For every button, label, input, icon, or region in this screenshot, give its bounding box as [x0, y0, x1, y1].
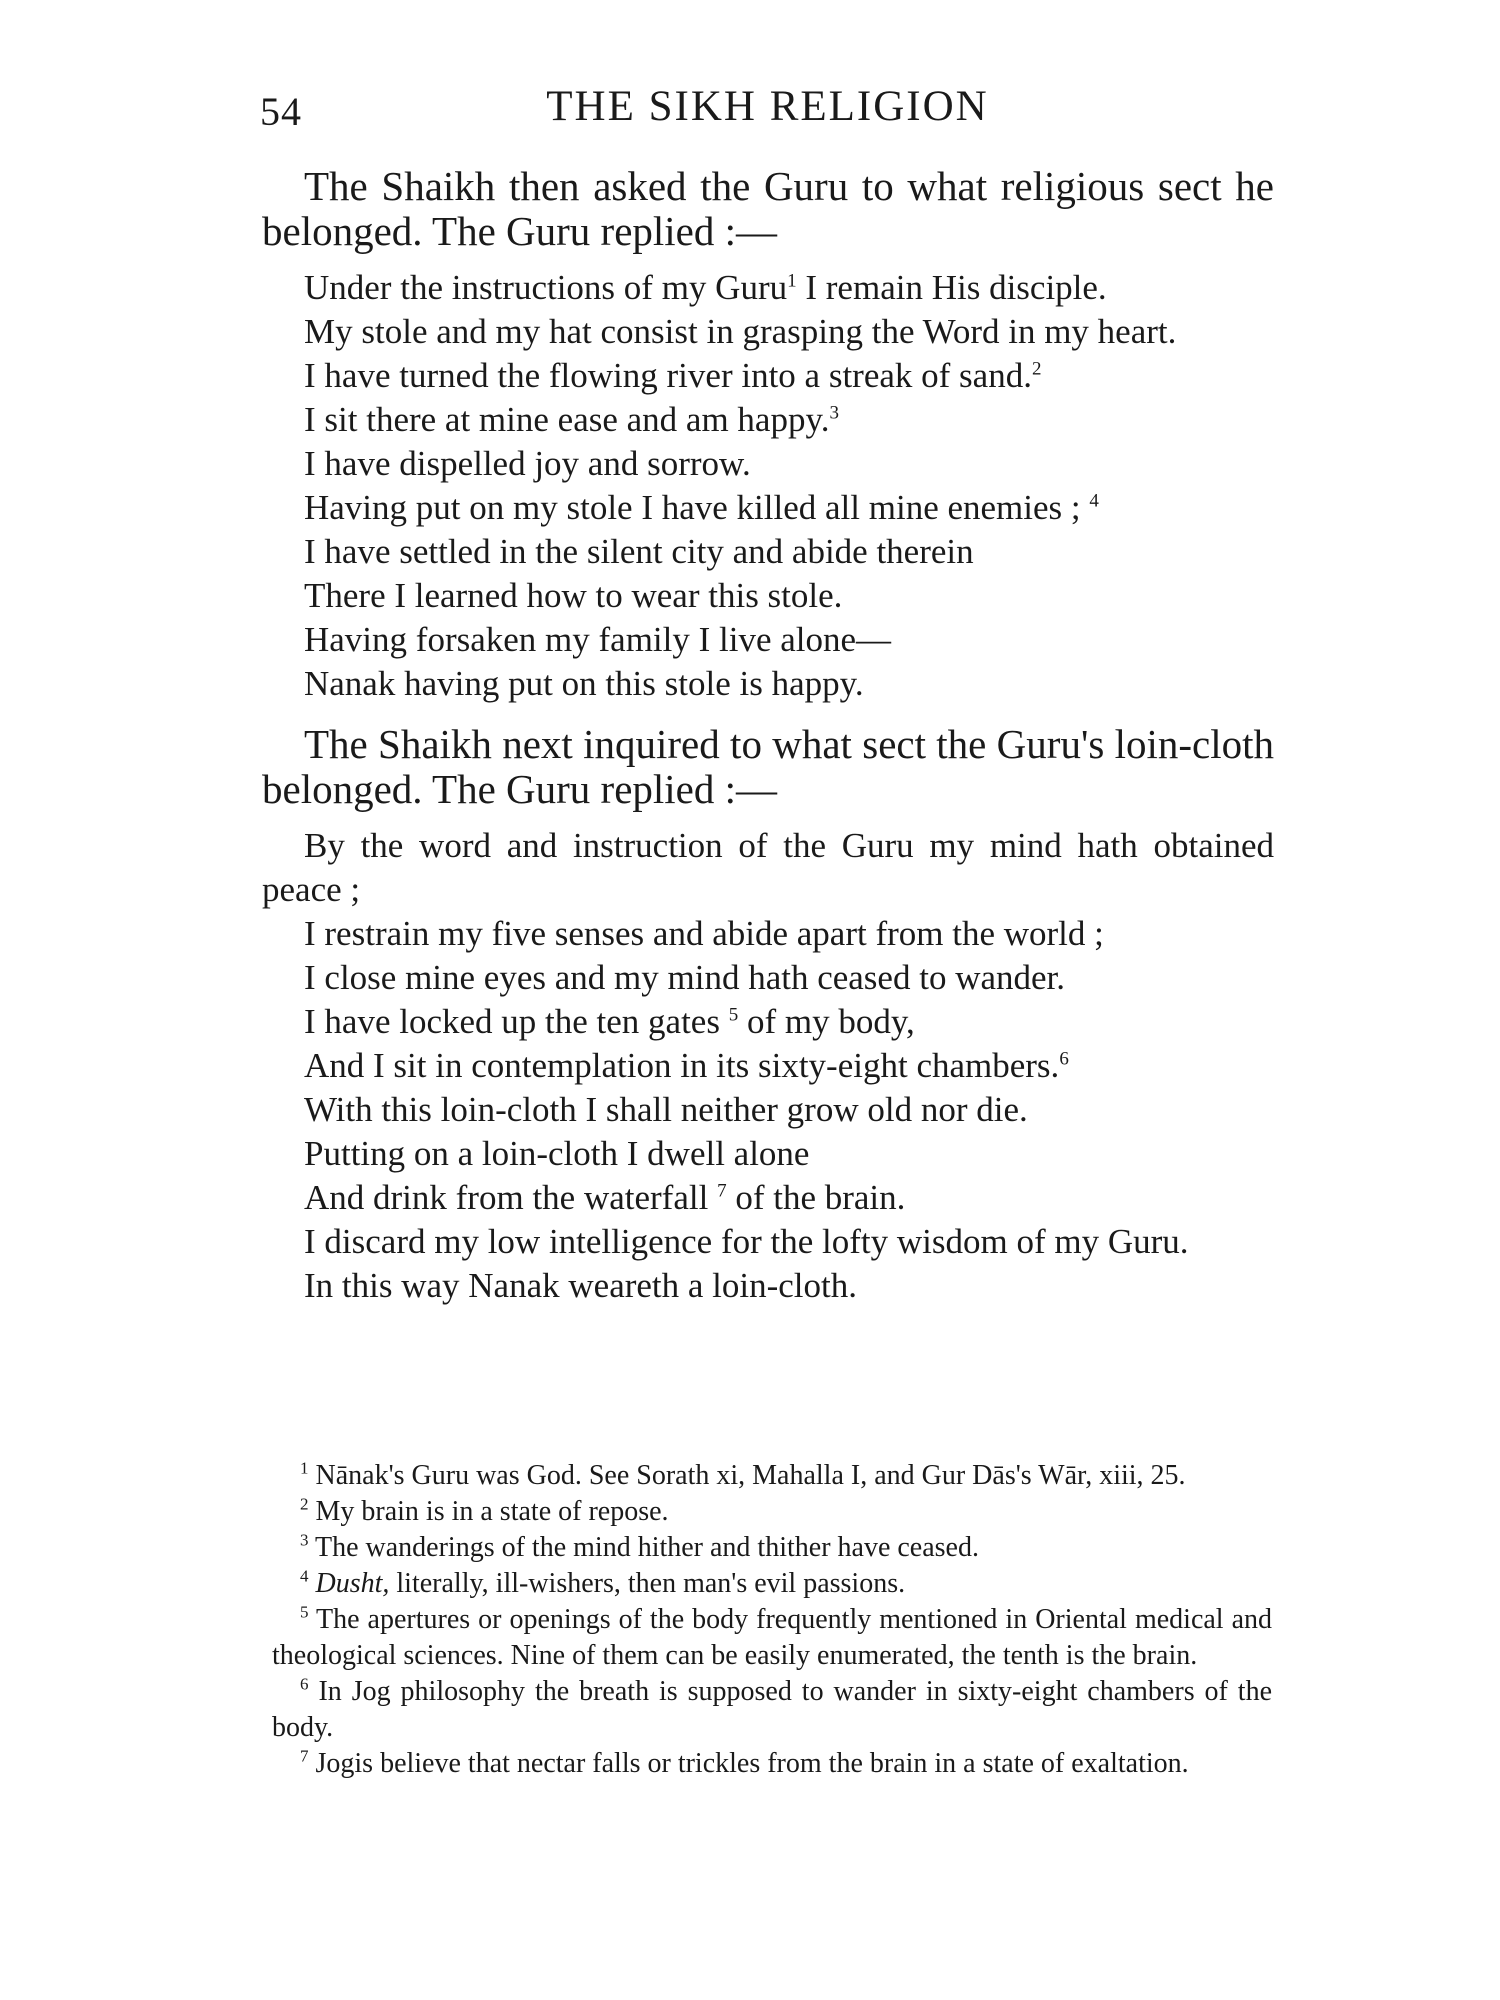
footnote-3: $^3$ The wanderings of the mind hither and thither have ceased. — [300, 1530, 979, 1563]
verse-line: My stole and my hat consist in grasping the Word in my heart. — [304, 312, 1177, 351]
footnote-6: $^6$ In Jog philosophy the breath is supposed to wander in sixty-eight chambers of the body. — [272, 1674, 1273, 1743]
footnote-5: $^5$ The apertures or openings of the body frequently mentioned in Oriental medical and theological sciences. Nine of them can be easily enumerated, the tenth is the brain. — [272, 1602, 1273, 1671]
verse-line: Putting on a loin-cloth I dwell alone — [304, 1134, 810, 1173]
body-text — [262, 164, 1274, 1324]
verse-line: And drink from the waterfall $^7$ of the brain. — [304, 1178, 906, 1217]
verse-line: I sit there at mine ease and am happy.$^3$ — [304, 400, 839, 439]
footnote-ref[interactable]: 6 — [1059, 1048, 1069, 1070]
verse-line: By the word and instruction of the Guru my mind hath obtained peace ; — [262, 826, 1274, 909]
footnote-1: $^1$ Nānak's Guru was God. See Sorath xi, Mahalla I, and Gur Dās's Wār, xiii, 25. — [300, 1458, 1186, 1491]
verse-line: I have locked up the ten gates $^5$ of my body, — [304, 1002, 915, 1041]
page-header — [260, 82, 1275, 142]
verse-line: Nanak having put on this stole is happy. — [304, 664, 864, 703]
verse-line: Having forsaken my family I live alone— — [304, 620, 892, 659]
verse-line: Having put on my stole I have killed all mine enemies ; $^4$ — [304, 488, 1099, 527]
footnotes — [272, 1458, 1272, 1782]
verse-block-stole — [262, 266, 1274, 706]
verse-line: With this loin-cloth I shall neither grow old nor die. — [304, 1090, 1028, 1129]
verse-line: I close mine eyes and my mind hath ceased to wander. — [304, 958, 1066, 997]
intro-paragraph-stole: The Shaikh then asked the Guru to what religious sect he belonged. The Guru replied :— — [262, 163, 1274, 254]
verse-line: Under the instructions of my Guru$^1$ I remain His disciple. — [304, 268, 1107, 307]
footnote-7: $^7$ Jogis believe that nectar falls or trickles from the brain in a state of exaltation. — [300, 1746, 1189, 1779]
footnote-ref[interactable]: 1 — [787, 270, 797, 292]
verse-line: There I learned how to wear this stole. — [304, 576, 843, 615]
footnote-ref[interactable]: 5 — [728, 1004, 739, 1026]
footnote-4: $^4$ Dusht, literally, ill-wishers, then man's evil passions. — [300, 1566, 906, 1599]
footnote-2: $^2$ My brain is in a state of repose. — [300, 1494, 669, 1527]
verse-line: And I sit in contemplation in its sixty-eight chambers.$^6$ — [304, 1046, 1069, 1085]
verse-line: I have turned the flowing river into a streak of sand.$^2$ — [304, 356, 1042, 395]
footnote-ref[interactable]: 3 — [829, 402, 839, 424]
verse-line: I have dispelled joy and sorrow. — [304, 444, 751, 483]
running-title: THE SIKH RELIGION — [546, 83, 989, 130]
verse-block-loin-cloth — [262, 824, 1274, 1308]
footnote-ref[interactable]: 7 — [717, 1180, 727, 1202]
verse-line: I discard my low intelligence for the lofty wisdom of my Guru. — [304, 1222, 1189, 1261]
footnote-ref[interactable]: 2 — [1031, 358, 1042, 380]
verse-line: In this way Nanak weareth a loin-cloth. — [304, 1266, 858, 1305]
verse-line: I restrain my five senses and abide apart from the world ; — [304, 914, 1104, 953]
footnote-ref[interactable]: 4 — [1089, 490, 1099, 512]
intro-paragraph-loin-cloth: The Shaikh next inquired to what sect the Guru's loin-cloth belonged. The Guru replied :— — [262, 721, 1274, 812]
page-number: 54 — [260, 89, 302, 134]
verse-line: I have settled in the silent city and abide therein — [304, 532, 974, 571]
